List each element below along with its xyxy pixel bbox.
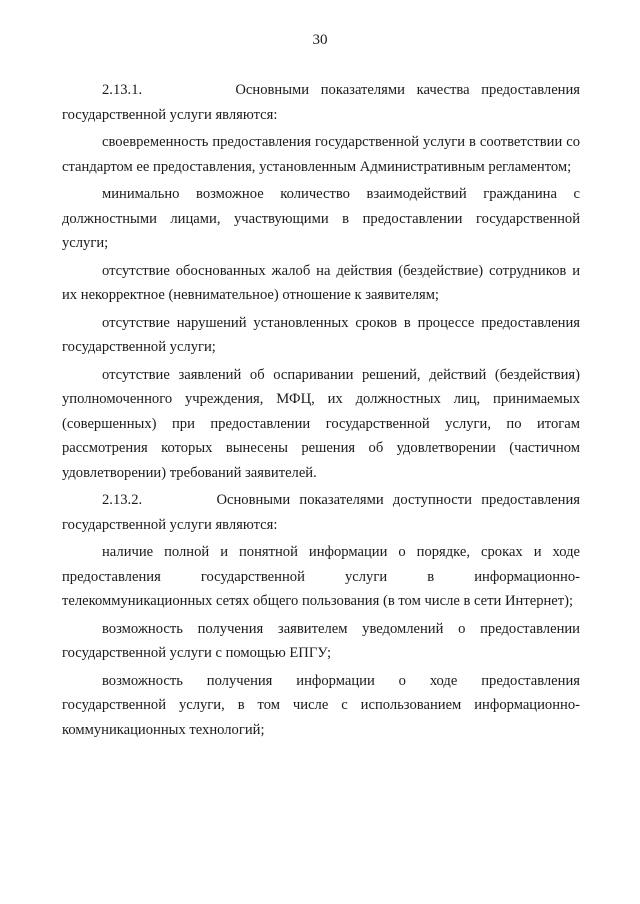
page-number: 30 — [312, 32, 328, 48]
paragraph-2-13-2-heading: 2.13.2. Основными показателями доступности предоставления государственной услуги являются: — [62, 492, 580, 533]
paragraph-full-information: наличие полной и понятной информации о порядке, сроках и ходе предоставления государственной услуги в информационно-телекоммуникационных сетях общего пользования (в том числе в сети Интернет); — [62, 544, 580, 609]
paragraph-2-13-1-heading: 2.13.1. Основными показателями качества предоставления государственной услуги являются: — [62, 82, 580, 123]
paragraph-no-appeals: отсутствие заявлений об оспаривании решений, действий (бездействия) уполномоченного учреждения, МФЦ, их должностных лиц, принимаемых (совершенных) при предоставлении государственной услуги, по итогам рассмотрения которых вынесены решения об удовлетворении (частичном удовлетворении) требований заявителей. — [62, 366, 580, 481]
paragraph-progress-information: возможность получения информации о ходе предоставления государственной услуги, в том числе с использованием информационно-коммуникационных технологий; — [62, 672, 580, 738]
paragraph-no-complaints: отсутствие обоснованных жалоб на действия (бездействие) сотрудников и их некорректное (невнимательное) отношение к заявителям; — [62, 262, 580, 303]
paragraph-timeliness: своевременность предоставления государственной услуги в соответствии со стандартом ее предоставления, установленным Административным регламентом; — [62, 134, 580, 175]
paragraph-no-deadline-violations: отсутствие нарушений установленных сроков в процессе предоставления государственной услуги; — [62, 314, 580, 355]
paragraph-epgu-notifications: возможность получения заявителем уведомлений о предоставлении государственной услуги с помощью ЕПГУ; — [62, 620, 580, 661]
paragraph-min-interactions: минимально возможное количество взаимодействий гражданина с должностными лицами, участвующими в предоставлении государственной услуги; — [62, 186, 580, 251]
document-body — [62, 78, 580, 745]
